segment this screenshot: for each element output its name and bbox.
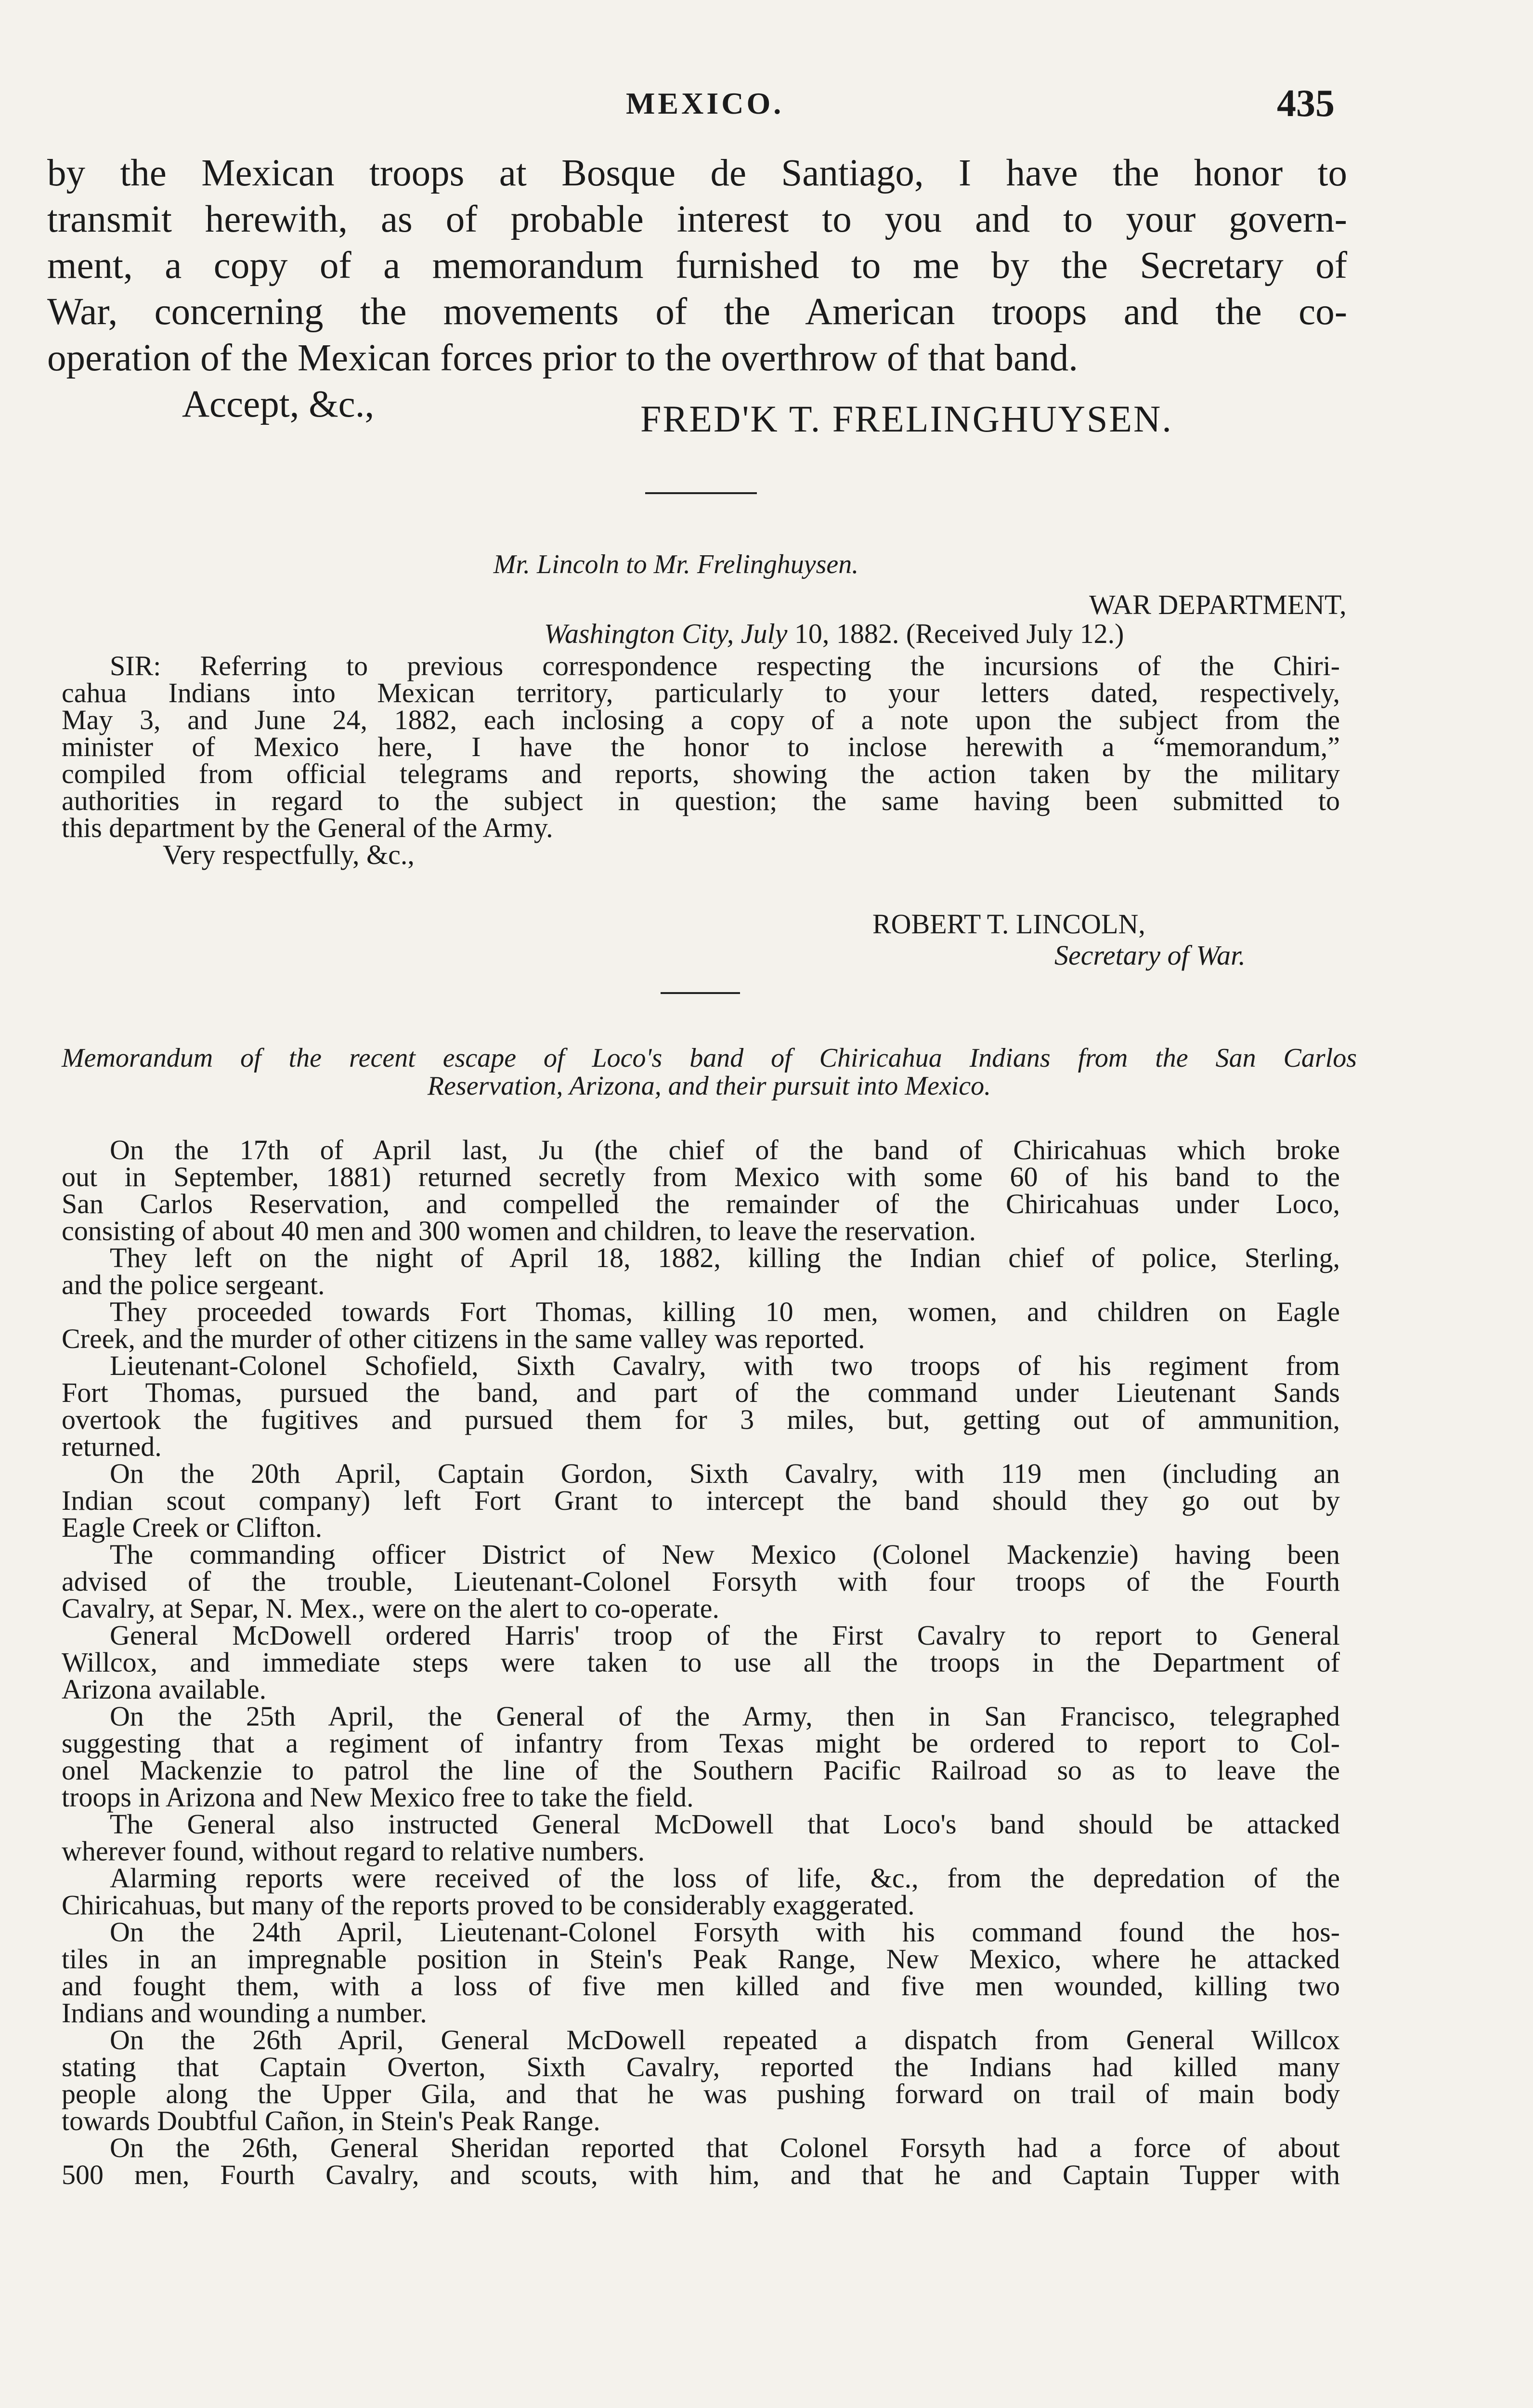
memorandum-line: stating that Captain Overton, Sixth Cavalry, reported the Indians had killed many xyxy=(62,2051,1340,2082)
page-number: 435 xyxy=(1277,82,1335,125)
section-divider xyxy=(645,492,757,494)
signature-frelinghuysen: FRED'K T. FRELINGHUYSEN. xyxy=(640,398,1173,440)
memorandum-paragraph xyxy=(62,1541,1340,1622)
memorandum-line: On the 26th, General Sheridan reported that Colonel Forsyth had a force of about xyxy=(110,2132,1340,2163)
memorandum-line: towards Doubtful Cañon, in Stein's Peak Range. xyxy=(62,2105,600,2136)
memorandum-line: Arizona available. xyxy=(62,1674,267,1705)
letter-line: cahua Indians into Mexican territory, particularly to your letters dated, respectively, xyxy=(62,677,1340,708)
letter-line: minister of Mexico here, I have the honor to inclose herewith a “memorandum,” xyxy=(62,731,1340,762)
memorandum-line: They left on the night of April 18, 1882, killing the Indian chief of police, Sterling, xyxy=(110,1242,1340,1273)
memorandum-body xyxy=(62,1134,1340,2190)
memorandum-line: troops in Arizona and New Mexico free to take the field. xyxy=(62,1781,694,1813)
memorandum-line: consisting of about 40 men and 300 women and children, to leave the reservation. xyxy=(62,1215,976,1246)
memorandum-line: The commanding officer District of New Mexico (Colonel Mackenzie) having been xyxy=(110,1539,1340,1570)
memorandum-line: On the 24th April, Lieutenant-Colonel Forsyth with his command found the hos- xyxy=(110,1916,1340,1948)
memorandum-line: wherever found, without regard to relative numbers. xyxy=(62,1835,645,1867)
memorandum-line: returned. xyxy=(62,1431,162,1462)
dateline-place: Washington City, July xyxy=(544,618,788,649)
running-head-title: MEXICO. xyxy=(626,86,784,120)
memorandum-line: suggesting that a regiment of infantry from Texas might be ordered to report to Col- xyxy=(62,1727,1340,1759)
memorandum-line: General McDowell ordered Harris' troop of the First Cavalry to report to General xyxy=(110,1620,1340,1651)
memorandum-line: On the 26th April, General McDowell repeated a dispatch from General Willcox xyxy=(110,2024,1340,2055)
memorandum-line: onel Mackenzie to patrol the line of the Southern Pacific Railroad so as to leave the xyxy=(62,1754,1340,1786)
letter-line: by the Mexican troops at Bosque de Santiago, I have the honor to xyxy=(47,152,1347,194)
memorandum-line: Willcox, and immediate steps were taken to use all the troops in the Department of xyxy=(62,1647,1340,1678)
memorandum-paragraph xyxy=(62,1298,1340,1352)
memorandum-paragraph xyxy=(62,1352,1340,1460)
memorandum-line: Cavalry, at Separ, N. Mex., were on the alert to co-operate. xyxy=(62,1593,720,1624)
letter-line: transmit herewith, as of probable interest to you and to your govern- xyxy=(47,198,1347,240)
memorandum-line: Fort Thomas, pursued the band, and part of the command under Lieutenant Sands xyxy=(62,1377,1340,1408)
memorandum-line: On the 25th April, the General of the Army, then in San Francisco, telegraphed xyxy=(110,1701,1340,1732)
letter-closing: Accept, &c., xyxy=(182,383,375,425)
memorandum-line: Lieutenant-Colonel Schofield, Sixth Cavalry, with two troops of his regiment from xyxy=(110,1350,1340,1381)
memorandum-paragraph xyxy=(62,2024,1340,2136)
letter-line: this department by the General of the Army. xyxy=(62,812,553,843)
memorandum-paragraph xyxy=(62,1134,1340,1246)
letter-lincoln xyxy=(62,650,1340,870)
memorandum-title xyxy=(62,1044,1357,1100)
memorandum-paragraph xyxy=(62,1808,1340,1867)
memorandum-paragraph xyxy=(62,1862,1340,1921)
memorandum-paragraph xyxy=(62,1703,1340,1811)
letter-heading: Mr. Lincoln to Mr. Frelinghuysen. xyxy=(493,550,859,579)
memorandum-line: San Carlos Reservation, and compelled the remainder of the Chiricahuas under Loco, xyxy=(62,1188,1340,1219)
letter-line-text: Referring to previous correspondence respecting the incursions of the Chiri- xyxy=(200,650,1340,681)
memorandum-paragraph xyxy=(62,1622,1340,1703)
letter-line xyxy=(62,650,1340,681)
running-head xyxy=(0,82,1533,129)
memorandum-line: Creek, and the murder of other citizens in the same valley was reported. xyxy=(62,1323,865,1354)
memorandum-line: Alarming reports were received of the loss of life, &c., from the depredation of the xyxy=(110,1862,1340,1894)
memorandum-line: people along the Upper Gila, and that he was pushing forward on trail of main body xyxy=(62,2078,1340,2109)
memorandum-line: advised of the trouble, Lieutenant-Colonel Forsyth with four troops of the Fourth xyxy=(62,1566,1340,1597)
letter-frelinghuysen xyxy=(47,150,1347,428)
memorandum-line: Indian scout company) left Fort Grant to intercept the band should they go out by xyxy=(62,1485,1340,1516)
memorandum-line: and the police sergeant. xyxy=(62,1269,325,1300)
memorandum-line: overtook the fugitives and pursued them for 3 miles, but, getting out of ammunition, xyxy=(62,1404,1340,1435)
letter-line: authorities in regard to the subject in question; the same having been submitted to xyxy=(62,785,1340,816)
signature-title: Secretary of War. xyxy=(1054,940,1246,971)
memorandum-line: tiles in an impregnable position in Stein's Peak Range, New Mexico, where he attacked xyxy=(62,1943,1340,1975)
letter-line: War, concerning the movements of the American troops and the co- xyxy=(47,291,1347,333)
letter-line: compiled from official telegrams and reports, showing the action taken by the military xyxy=(62,758,1340,789)
memorandum-paragraph xyxy=(62,2134,1340,2188)
memorandum-line: The General also instructed General McDowell that Loco's band should be attacked xyxy=(110,1808,1340,1840)
letter-line: ment, a copy of a memorandum furnished to me by the Secretary of xyxy=(47,245,1347,287)
memorandum-line: Eagle Creek or Clifton. xyxy=(62,1512,323,1543)
memorandum-paragraph xyxy=(62,1244,1340,1298)
letter-closing: Very respectfully, &c., xyxy=(163,839,415,870)
memorandum-title-line: Memorandum of the recent escape of Loco's band of Chiricahua Indians from the San Carlos xyxy=(62,1043,1357,1073)
dateline-received: (Received July 12.) xyxy=(906,618,1124,649)
memorandum-line: 500 men, Fourth Cavalry, and scouts, with him, and that he and Captain Tupper with xyxy=(62,2159,1340,2190)
dateline xyxy=(544,617,1124,650)
memorandum-line: and fought them, with a loss of five men killed and five men wounded, killing two xyxy=(62,1970,1340,2002)
department-name: WAR DEPARTMENT, xyxy=(1089,589,1347,620)
memorandum-line: On the 20th April, Captain Gordon, Sixth Cavalry, with 119 men (including an xyxy=(110,1458,1340,1489)
signature-lincoln: ROBERT T. LINCOLN, xyxy=(872,908,1145,940)
letter-line: May 3, and June 24, 1882, each inclosing a copy of a note upon the subject from the xyxy=(62,704,1340,735)
memorandum-title-line: Reservation, Arizona, and their pursuit into Mexico. xyxy=(427,1071,991,1101)
memorandum-paragraph xyxy=(62,1916,1340,2028)
memorandum-line: They proceeded towards Fort Thomas, killing 10 men, women, and children on Eagle xyxy=(110,1296,1340,1327)
memorandum-line: out in September, 1881) returned secretly from Mexico with some 60 of his band to the xyxy=(62,1161,1340,1192)
memorandum-paragraph xyxy=(62,1460,1340,1541)
letter-line: operation of the Mexican forces prior to the overthrow of that band. xyxy=(47,337,1078,379)
section-divider xyxy=(661,992,740,994)
salutation: SIR: xyxy=(110,650,161,681)
dateline-date: 10, 1882. xyxy=(794,618,899,649)
memorandum-line: Chiricahuas, but many of the reports proved to be considerably exaggerated. xyxy=(62,1889,915,1921)
memorandum-line: Indians and wounding a number. xyxy=(62,1997,427,2028)
memorandum-line: On the 17th of April last, Ju (the chief of the band of Chiricahuas which broke xyxy=(110,1134,1340,1165)
